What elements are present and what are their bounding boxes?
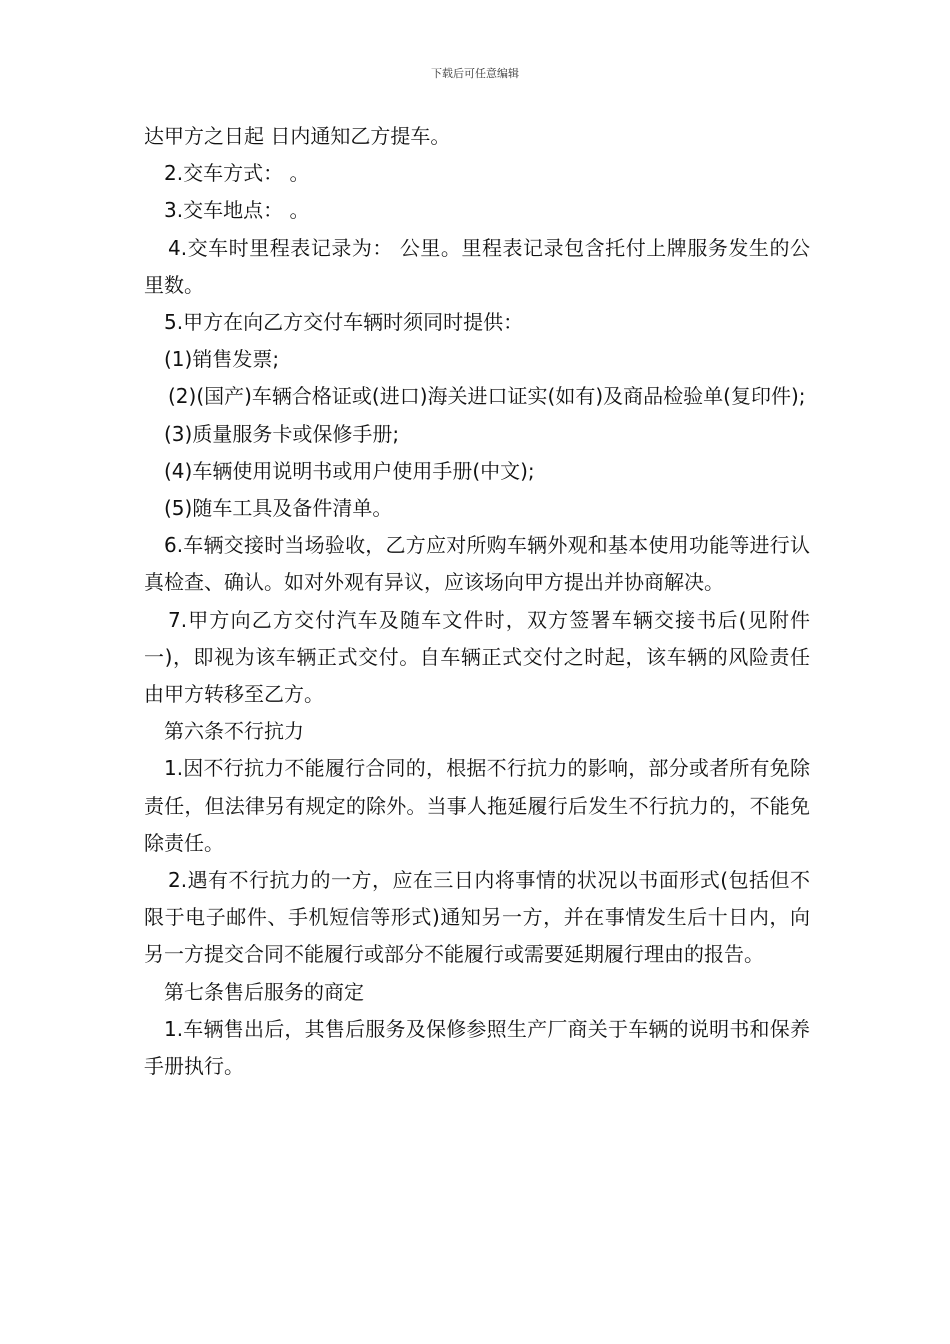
paragraph-inspection: 6.车辆交接时当场验收，乙方应对所购车辆外观和基本使用功能等进行认真检查、确认。如对外观有异议，应该场向甲方提出并协商解决。 xyxy=(144,533,810,595)
paragraph-pickup-notice: 达甲方之日起 日内通知乙方提车。 xyxy=(144,124,451,148)
paragraph-delivery-location: 3.交车地点： 。 xyxy=(164,198,310,223)
paragraph-force-majeure-2: 2.遇有不行抗力的一方，应在三日内将事情的状况以书面形式(包括但不限于电子邮件、手机短信等形式)通知另一方，并在事情发生后十日内，向另一方提交合同不能履行或部分不能履行或需要延期履行理由的报告。 xyxy=(144,868,810,967)
paragraph-handover: 7.甲方向乙方交付汽车及随车文件时，双方签署车辆交接书后(见附件一)，即视为该车辆正式交付。自车辆正式交付之时起，该车辆的风险责任由甲方转移至乙方。 xyxy=(144,607,810,707)
paragraph-delivery-method: 2.交车方式： 。 xyxy=(164,161,310,186)
list-item-vehicle-certificate: (2)(国产)车辆合格证或(进口)海关进口证实(如有)及商品检验单(复印件); xyxy=(168,384,806,409)
paragraph-documents-required: 5.甲方在向乙方交付车辆时须同时提供： xyxy=(164,310,524,335)
page-header-note: 下载后可任意编辑 xyxy=(431,67,519,80)
paragraph-force-majeure-1: 1.因不行抗力不能履行合同的，根据不行抗力的影响，部分或者所有免除责任，但法律另有规定的除外。当事人拖延履行后发生不行抗力的，不能免除责任。 xyxy=(144,756,810,855)
paragraph-after-sales-1: 1.车辆售出后，其售后服务及保修参照生产厂商关于车辆的说明书和保养手册执行。 xyxy=(144,1016,810,1079)
paragraph-odometer-record: 4.交车时里程表记录为： 公里。里程表记录包含托付上牌服务发生的公里数。 xyxy=(144,235,810,297)
list-item-sales-invoice: (1)销售发票; xyxy=(164,347,280,372)
list-item-warranty-card: (3)质量服务卡或保修手册; xyxy=(164,421,400,446)
list-item-tools-list: (5)随车工具及备件清单。 xyxy=(164,496,393,521)
list-item-user-manual: (4)车辆使用说明书或用户使用手册(中文); xyxy=(164,458,535,483)
section-heading-force-majeure: 第六条不行抗力 xyxy=(164,719,304,744)
document-body xyxy=(144,118,810,1085)
section-heading-after-sales: 第七条售后服务的商定 xyxy=(164,979,364,1004)
